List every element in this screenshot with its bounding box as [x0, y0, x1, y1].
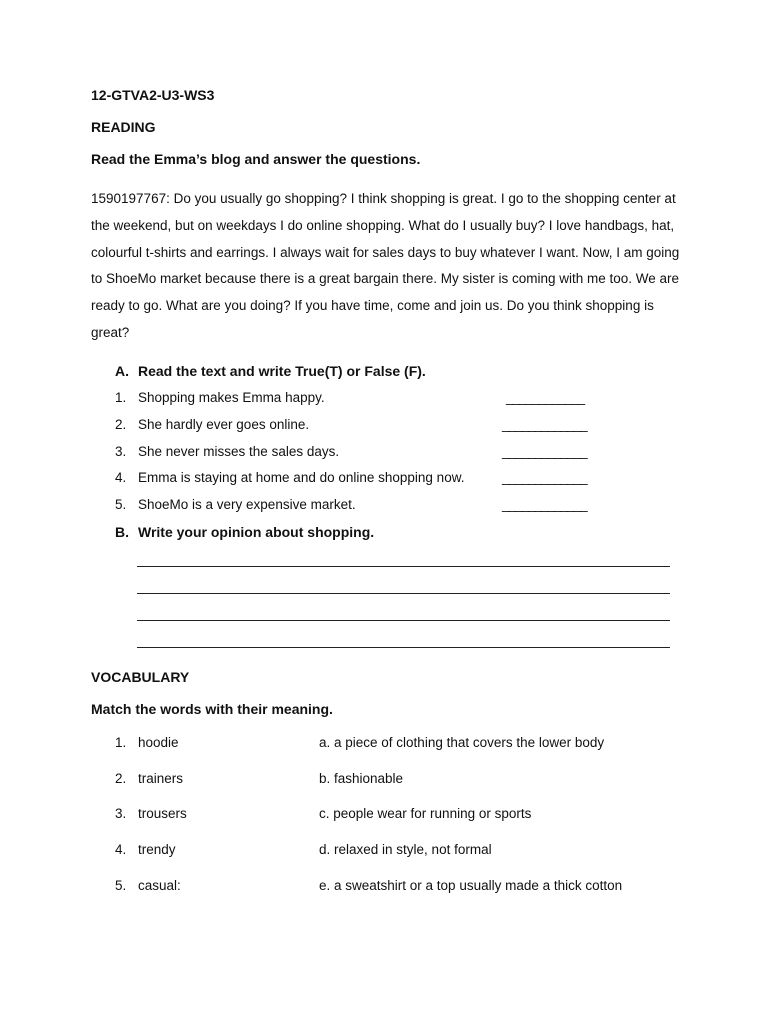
vocab-item-number: 3. — [115, 806, 127, 821]
vocab-meaning: e. a sweatshirt or a top usually made a thick cotton — [319, 878, 623, 893]
tf-item-number: 3. — [115, 444, 127, 459]
vocab-item-number: 5. — [115, 878, 127, 893]
tf-item-number: 2. — [115, 417, 127, 432]
vocab-word: trendy — [138, 842, 176, 857]
tf-item-statement: Emma is staying at home and do online shopping now. — [138, 470, 465, 485]
tf-item-number: 4. — [115, 470, 127, 485]
vocab-word: trainers — [138, 771, 184, 786]
opinion-writing-line[interactable] — [137, 593, 670, 594]
tf-item-number: 5. — [115, 497, 127, 512]
vocab-item-number: 2. — [115, 771, 127, 786]
vocab-word: casual: — [138, 878, 181, 893]
worksheet-code: 12-GTVA2-U3-WS3 — [91, 87, 215, 103]
tf-answer-blank[interactable]: ____________ — [506, 390, 585, 405]
opinion-writing-line[interactable] — [137, 566, 670, 567]
section-heading-reading: READING — [91, 119, 156, 135]
opinion-writing-line[interactable] — [137, 620, 670, 621]
reading-instruction: Read the Emma’s blog and answer the questions. — [91, 151, 421, 167]
tf-answer-blank[interactable]: _____________ — [502, 444, 587, 459]
tf-answer-blank[interactable]: _____________ — [502, 497, 587, 512]
tf-item-statement: She never misses the sales days. — [138, 444, 340, 459]
blog-passage — [91, 186, 681, 347]
vocab-meaning: b. fashionable — [319, 771, 404, 786]
part-b-letter: B. — [115, 524, 129, 540]
tf-item-statement: ShoeMo is a very expensive market. — [138, 497, 356, 512]
vocab-meaning: d. relaxed in style, not formal — [319, 842, 492, 857]
tf-answer-blank[interactable]: _____________ — [502, 470, 587, 485]
vocab-meaning: a. a piece of clothing that covers the lower body — [319, 735, 605, 750]
tf-item-number: 1. — [115, 390, 127, 405]
vocab-item-number: 4. — [115, 842, 127, 857]
vocab-word: hoodie — [138, 735, 179, 750]
part-a-title: Read the text and write True(T) or False (F). — [138, 363, 426, 379]
passage-text: Do you usually go shopping? I think shopping is great. I go to the shopping center at the weekend, but on weekdays I do online shopping. What do I usually buy? I love handbags, hat, colourful t-shirts and earrings. I always wait for sales days to buy whatever I want. Now, I am going to ShoeMo market because there is a great bargain there. My sister is coming with me too. We are ready to go. What are you doing? If you have time, come and join us. Do you think shopping is great? — [91, 191, 680, 340]
part-b-title: Write your opinion about shopping. — [138, 524, 375, 540]
vocab-word: trousers — [138, 806, 187, 821]
part-a-letter: A. — [115, 363, 129, 379]
tf-answer-blank[interactable]: _____________ — [502, 417, 587, 432]
section-heading-vocabulary: VOCABULARY — [91, 669, 190, 685]
tf-item-statement: She hardly ever goes online. — [138, 417, 310, 432]
tf-item-statement: Shopping makes Emma happy. — [138, 390, 325, 405]
vocabulary-instruction: Match the words with their meaning. — [91, 701, 333, 717]
vocab-item-number: 1. — [115, 735, 127, 750]
opinion-writing-line[interactable] — [137, 647, 670, 648]
vocab-meaning: c. people wear for running or sports — [319, 806, 532, 821]
passage-id: 1590197767: — [91, 191, 170, 206]
